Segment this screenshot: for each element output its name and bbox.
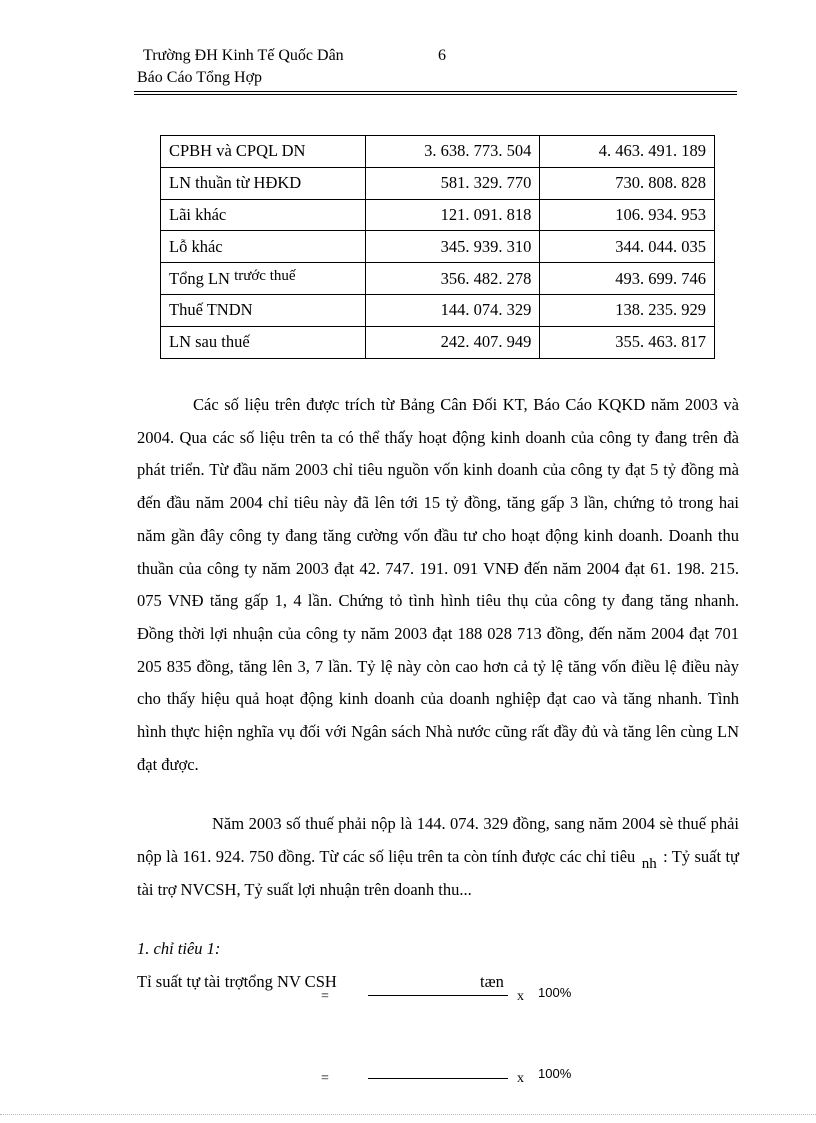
formula-numerator-fragment: tæn	[480, 972, 504, 991]
row-label	[161, 263, 366, 295]
formula-percent-1: 100%	[538, 985, 572, 1000]
header-school: Trường ĐH Kinh Tế Quốc Dân	[143, 47, 344, 64]
paragraph-tax-after: : Tỷ suất tự tài trợ NVCSH, Tỷ suất lợi nhuận trên doanh thu...	[137, 846, 740, 900]
value-2004: 493. 699. 746	[540, 263, 715, 295]
row-label	[161, 294, 366, 326]
table-row	[161, 326, 715, 358]
row-label-text: Lãi khác	[169, 204, 227, 224]
row-label-text: Lỗ khác	[169, 236, 223, 256]
section-heading: 1. chỉ tiêu 1:	[137, 939, 221, 958]
header-rule-top	[134, 91, 737, 92]
value-2003: 345. 939. 310	[365, 231, 540, 263]
row-label-text: Tổng LN	[169, 269, 230, 289]
financial-table	[160, 135, 715, 359]
page-bottom-dotted-line	[0, 1114, 816, 1115]
value-2003: 3. 638. 773. 504	[365, 136, 540, 168]
row-label-text: CPBH và CPQL DN	[169, 141, 306, 161]
row-label-superscript: trước thuế	[234, 268, 296, 285]
row-label-text: Thuế TNDN	[169, 300, 253, 320]
table-row	[161, 199, 715, 231]
value-2004: 106. 934. 953	[540, 199, 715, 231]
formula-equals-2: =	[321, 1071, 329, 1086]
paragraph-analysis: Các số liệu trên được trích từ Bảng Cân Đối KT, Báo Cáo KQKD năm 2003 và 2004. Qua các số liệu trên ta có thể thấy hoạt động kinh doanh của công ty đang trên đà phát triển. Từ đầu năm 2003 chỉ tiêu nguồn vốn kinh doanh của công ty đạt 5 tỷ đồng mà đến đầu năm 2004 chỉ tiêu này đã lên tới 15 tỷ đồng, tăng gấp 3 lần, chứng tỏ trong hai năm gần đây công ty đang tăng cường vốn đầu tư cho hoạt động kinh doanh. Doanh thu thuần của công ty năm 2003 đạt 42. 747. 191. 091 VNĐ đến năm 2004 đạt 61. 198. 215. 075 VNĐ tăng gấp 1, 4 lần. Chứng tỏ tình hình tiêu thụ của công ty đang tăng nhanh. Đồng thời lợi nhuận của công ty năm 2003 đạt 188 028 713 đồng, đến năm 2004 đạt 701 205 835 đồng, tăng lên 3, 7 lần. Tỷ lệ này còn cao hơn cả tỷ lệ tăng vốn điều lệ điều này cho thấy hiệu quả hoạt động kinh doanh của doanh nghiệp đạt cao và tăng nhanh. Tình hình thực hiện nghĩa vụ đối với Ngân sách Nhà nước cũng rất đầy đủ và tăng lên cùng LN đạt được.	[137, 395, 739, 774]
row-label	[161, 231, 366, 263]
formula-lhs: Tỉ suất tự tài trợtổng NV CSH	[137, 972, 337, 991]
header-report-title: Báo Cáo Tổng Hợp	[137, 69, 263, 86]
row-label	[161, 136, 366, 168]
header-rule-bottom	[134, 94, 737, 95]
value-2004: 730. 808. 828	[540, 167, 715, 199]
value-2003: 121. 091. 818	[365, 199, 540, 231]
table-row	[161, 167, 715, 199]
value-2003: 242. 407. 949	[365, 326, 540, 358]
value-2004: 344. 044. 035	[540, 231, 715, 263]
paragraph-tax-subscript: nh	[641, 855, 657, 872]
formula-times-1: x	[517, 989, 524, 1004]
value-2003: 356. 482. 278	[365, 263, 540, 295]
row-label-text: LN thuần từ HĐKD	[169, 173, 302, 193]
table-row	[161, 136, 715, 168]
fraction-line-1	[368, 995, 508, 996]
row-label	[161, 167, 366, 199]
row-label	[161, 199, 366, 231]
row-label	[161, 326, 366, 358]
header-page-number: 6	[438, 47, 446, 64]
table-row	[161, 231, 715, 263]
table-row	[161, 294, 715, 326]
formula-times-2: x	[517, 1071, 524, 1086]
formula-equals-1: =	[321, 989, 329, 1004]
value-2004: 138. 235. 929	[540, 294, 715, 326]
value-2004: 4. 463. 491. 189	[540, 136, 715, 168]
value-2003: 144. 074. 329	[365, 294, 540, 326]
value-2003: 581. 329. 770	[365, 167, 540, 199]
paragraph-tax	[137, 808, 739, 907]
paragraph-tax-before: Năm 2003 số thuế phải nộp là 144. 074. 329 đồng, sang năm 2004 sè thuế phải nộp là 161. 924. 750 đồng. Từ các số liệu trên ta còn tính được các chỉ tiêu	[137, 814, 739, 866]
table-row	[161, 263, 715, 295]
row-label-text: LN sau thuế	[169, 332, 250, 352]
formula-percent-2: 100%	[538, 1066, 572, 1081]
fraction-line-2	[368, 1078, 508, 1079]
value-2004: 355. 463. 817	[540, 326, 715, 358]
